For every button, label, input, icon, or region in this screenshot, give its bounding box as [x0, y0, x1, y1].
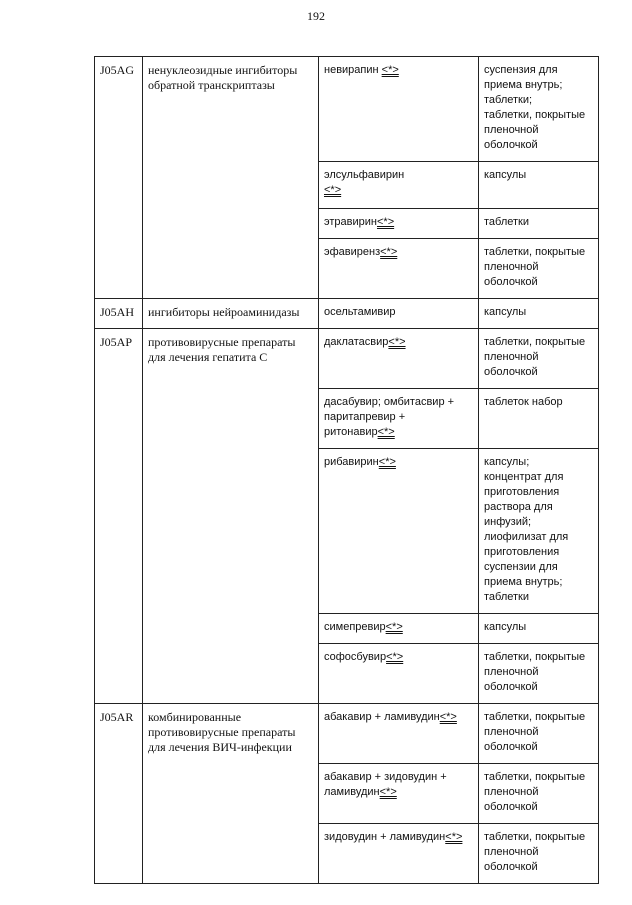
footnote-mark: <*>	[439, 711, 457, 723]
dosage-form-cell	[479, 449, 599, 614]
drug-name-cell	[319, 162, 479, 209]
drug-name: этравирин	[324, 216, 377, 228]
dosage-form-cell	[479, 644, 599, 704]
drug-name: даклатасвир	[324, 336, 389, 348]
dosage-form-cell	[479, 329, 599, 389]
drug-name-cell	[319, 824, 479, 884]
footnote-mark: <*>	[445, 831, 463, 843]
footnote-mark: <*>	[388, 336, 406, 348]
drug-classification-table	[94, 56, 599, 884]
dosage-form-cell	[479, 824, 599, 884]
drug-name-cell	[319, 57, 479, 162]
group-name: ненуклеозидные ингибиторы обратной транскриптазы	[143, 57, 319, 299]
dosage-form-cell	[479, 209, 599, 239]
page-number: 192	[307, 9, 325, 23]
footnote-mark: <*>	[385, 621, 403, 633]
table-row	[95, 329, 599, 389]
atc-code: J05AP	[95, 329, 143, 704]
dosage-form-cell	[479, 704, 599, 764]
footnote-mark: <*>	[379, 786, 397, 798]
dosage-form: суспензия для приема внутрь;	[484, 64, 563, 91]
dosage-form-cell	[479, 162, 599, 209]
dosage-form: лиофилизат для приготовления суспензии для приема внутрь;	[484, 531, 569, 588]
drug-name: элсульфавирин	[324, 169, 405, 181]
drug-name-cell	[319, 449, 479, 614]
drug-name: зидовудин + ламивудин	[324, 831, 446, 843]
footnote-mark: <*>	[377, 426, 395, 438]
dosage-form: концентрат для приготовления раствора для инфузий;	[484, 471, 564, 528]
group-name: противовирусные препараты для лечения гепатита С	[143, 329, 319, 704]
drug-name-cell	[319, 644, 479, 704]
dosage-form: таблетки	[484, 216, 530, 228]
dosage-form-cell	[479, 614, 599, 644]
dosage-form: таблетки, покрытые пленочной оболочкой	[484, 771, 586, 813]
drug-name: абакавир + зидовудин + ламивудин	[324, 771, 447, 798]
dosage-form: таблетки, покрытые пленочной оболочкой	[484, 109, 586, 151]
drug-name: эфавиренз	[324, 246, 381, 258]
drug-name: дасабувир; омбитасвир + паритапревир + ритонавир	[324, 396, 455, 438]
group-name: комбинированные противовирусные препараты для лечения ВИЧ-инфекции	[143, 704, 319, 884]
atc-code: J05AG	[95, 57, 143, 299]
dosage-form-cell	[479, 57, 599, 162]
dosage-form-cell	[479, 299, 599, 329]
footnote-mark: <*>	[381, 64, 399, 76]
footnote-mark: <*>	[324, 184, 342, 196]
drug-name: осельтамивир	[324, 306, 396, 318]
dosage-form-cell	[479, 389, 599, 449]
group-name: ингибиторы нейроаминидазы	[143, 299, 319, 329]
dosage-form: таблетки, покрытые пленочной оболочкой	[484, 831, 586, 873]
drug-name: софосбувир	[324, 651, 387, 663]
dosage-form-cell	[479, 764, 599, 824]
dosage-form: таблеток набор	[484, 396, 563, 408]
drug-name: абакавир + ламивудин	[324, 711, 440, 723]
footnote-mark: <*>	[376, 216, 395, 228]
drug-name-cell	[319, 704, 479, 764]
dosage-form: таблетки, покрытые пленочной оболочкой	[484, 711, 586, 753]
drug-name-cell	[319, 764, 479, 824]
dosage-form: таблетки, покрытые пленочной оболочкой	[484, 651, 586, 693]
drug-name-cell	[319, 329, 479, 389]
dosage-form: таблетки	[484, 591, 530, 603]
drug-name-cell	[319, 389, 479, 449]
atc-code: J05AR	[95, 704, 143, 884]
table-row	[95, 299, 599, 329]
drug-name: симепревир	[324, 621, 386, 633]
footnote-mark: <*>	[380, 246, 398, 258]
drug-name-cell	[319, 614, 479, 644]
dosage-form: капсулы	[484, 621, 527, 633]
dosage-form-cell	[479, 239, 599, 299]
table-row	[95, 704, 599, 764]
dosage-form: капсулы;	[484, 456, 530, 468]
drug-name-cell	[319, 209, 479, 239]
dosage-form: капсулы	[484, 169, 527, 181]
dosage-form: таблетки;	[484, 94, 533, 106]
dosage-form: таблетки, покрытые пленочной оболочкой	[484, 246, 586, 288]
table-row	[95, 57, 599, 162]
dosage-form: капсулы	[484, 306, 527, 318]
footnote-mark: <*>	[386, 651, 404, 663]
footnote-mark: <*>	[378, 456, 396, 468]
drug-name: рибавирин	[324, 456, 379, 468]
dosage-form: таблетки, покрытые пленочной оболочкой	[484, 336, 586, 378]
drug-name: невирапин	[324, 64, 379, 76]
drug-name-cell	[319, 239, 479, 299]
atc-code: J05AH	[95, 299, 143, 329]
drug-name-cell	[319, 299, 479, 329]
